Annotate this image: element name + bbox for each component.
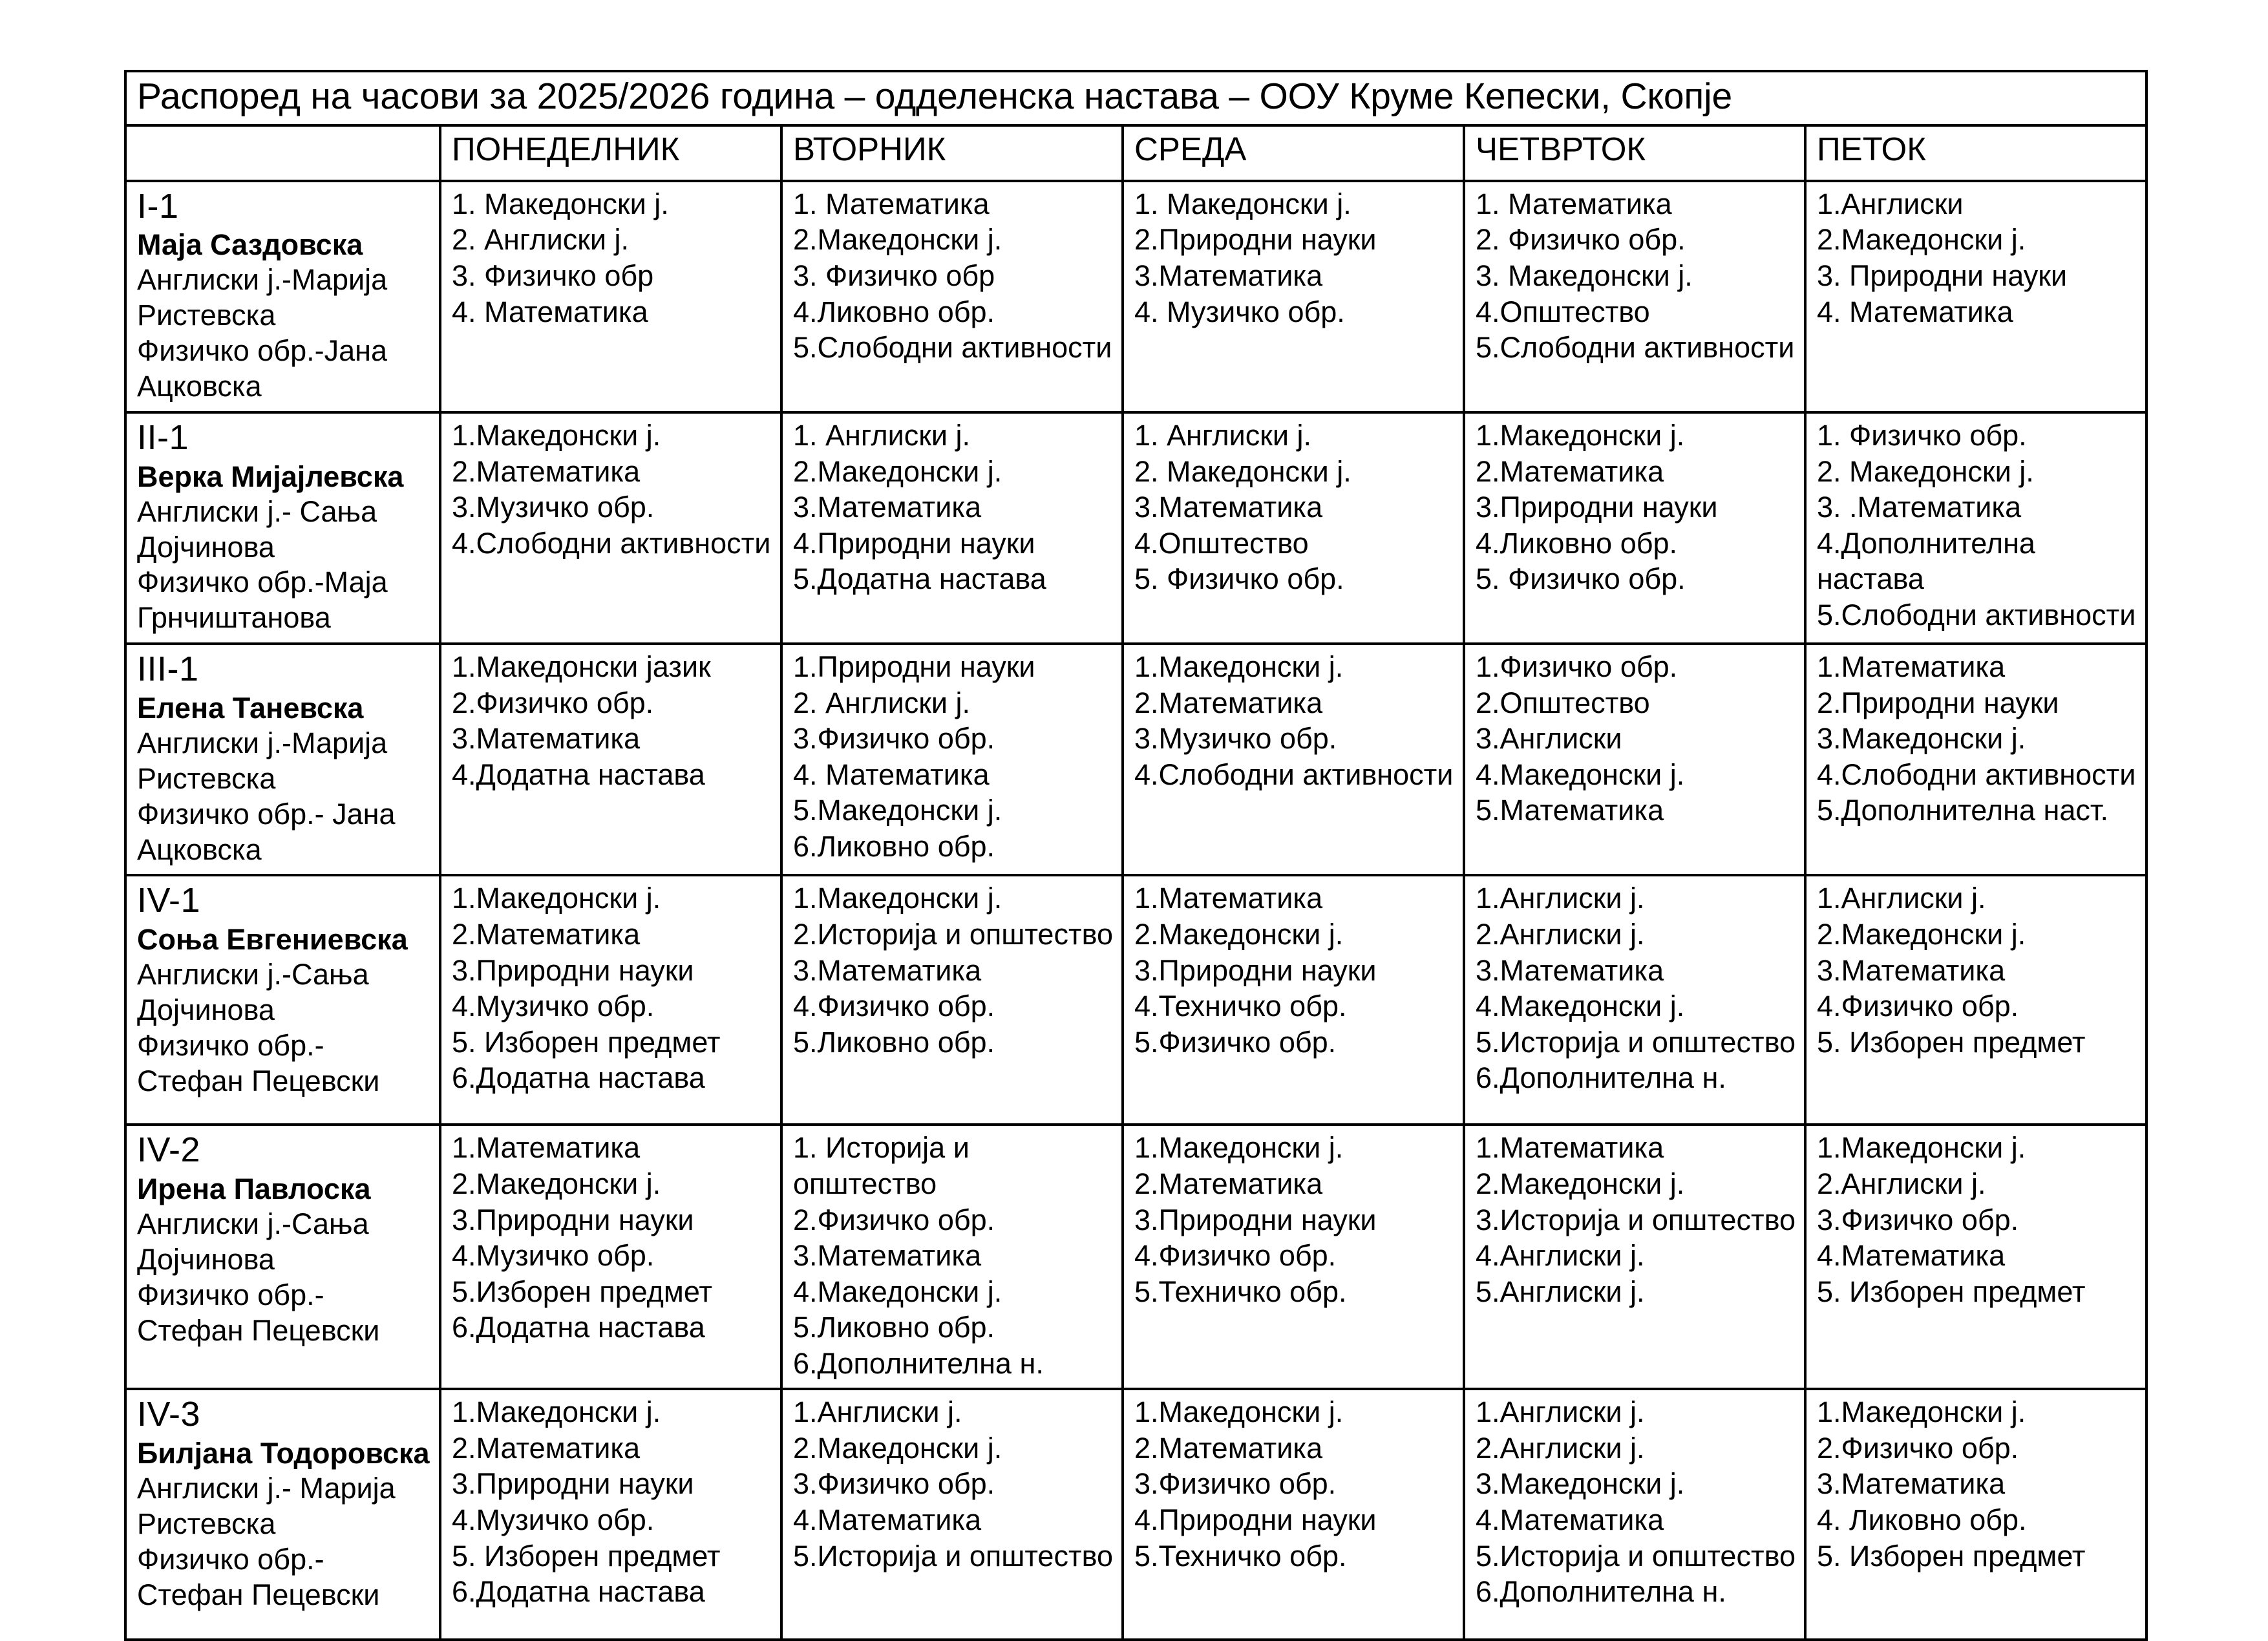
lesson-line: 5.Изборен предмет [452,1275,712,1308]
lesson-line: 3.Македонски ј. [1817,722,2026,756]
class-code: III-1 [137,650,199,689]
lesson-line: 4.Англиски ј. [1476,1239,1645,1273]
lesson-line: 3.Математика [793,953,982,987]
lesson-line: 1.Македонски ј. [1817,1131,2026,1165]
lesson-line: 4. Ликовно обр. [1817,1503,2027,1537]
day-header-monday: ПОНЕДЕЛНИК [440,125,781,181]
lesson-line: 3.Природни науки [1476,491,1718,524]
lesson-line: 6.Дополнителна н. [1476,1575,1726,1609]
subject-teacher-note: Англиски ј.- Сања Дојчинова [137,494,377,564]
lesson-line: 2.Математика [1476,454,1664,488]
subject-teacher-note: Физичко обр.- Стефан Пецевски [137,1542,380,1611]
lesson-line: 2.Математика [1134,1167,1323,1200]
lesson-cell-wednesday [1123,644,1464,875]
lesson-line: 3.Математика [793,1239,982,1273]
lesson-line: 2. Македонски ј. [1817,454,2034,488]
lesson-line: 4.Македонски ј. [1476,757,1685,791]
homeroom-teacher-name: Ирена Павлоска [137,1172,371,1206]
lesson-line: 5. Изборен предмет [452,1539,721,1572]
lesson-line: 4.Природни науки [1134,1503,1377,1537]
lesson-line: 1. Македонски ј. [1134,187,1351,220]
lesson-line: 3. .Математика [1817,491,2022,524]
lesson-line: 5. Изборен предмет [1817,1025,2086,1059]
lesson-line: 1.Математика [1476,1131,1664,1165]
lesson-line: 3.Математика [1817,953,2006,987]
class-code: IV-1 [137,881,201,920]
lesson-cell-tuesday [781,1125,1123,1389]
subject-teacher-note: Физичко обр.-Маја Грнчиштанова [137,566,388,635]
lesson-line: 2.Математика [1134,686,1323,719]
lesson-cell-thursday [1464,644,1805,875]
lesson-line: 1.Македонски ј. [793,882,1002,915]
lesson-line: 3.Физичко обр. [793,722,995,756]
lesson-line: 2.Македонски ј. [793,454,1002,488]
lesson-line: 3. Природни науки [1817,259,2068,292]
lesson-line: 1. Математика [793,187,990,220]
subject-teacher-note: Англиски ј.- Марија Ристевска [137,1471,396,1540]
lesson-line: 2.Математика [452,917,641,951]
class-code: I-1 [137,186,179,226]
subject-teacher-note: Физичко обр.- Стефан Пецевски [137,1278,380,1347]
lesson-line: 5.Техничко обр. [1134,1539,1347,1572]
lesson-line: 3.Физичко обр. [1134,1467,1337,1501]
lesson-line: 2.Природни науки [1817,686,2059,719]
lesson-line: 1.Англиски ј. [793,1395,962,1429]
lesson-line: 3.Природни науки [452,1467,694,1501]
lesson-cell-tuesday [781,875,1123,1125]
lesson-line: 3. Физичко обр [452,259,654,292]
lesson-line: 5.Додатна настава [793,562,1046,596]
schedule-table [124,70,2148,1641]
lesson-line: 2.Македонски ј. [793,1431,1002,1465]
lesson-line: 4.Македонски ј. [1476,990,1685,1023]
lesson-line: 2.Македонски ј. [1476,1167,1685,1200]
lesson-cell-thursday [1464,412,1805,644]
lesson-line: 4.Физичко обр. [1134,1239,1337,1273]
lesson-line: 5.Физичко обр. [1134,1025,1337,1059]
lesson-line: 4.Ликовно обр. [793,295,995,328]
lesson-line: 2.Македонски ј. [452,1167,661,1200]
lesson-line: 5.Историја и општество [793,1539,1113,1572]
homeroom-teacher-name: Билјана Тодоровска [137,1436,430,1470]
lesson-line: 3.Македонски ј. [1476,1467,1685,1501]
lesson-line: 1.Математика [1134,882,1323,915]
class-info-cell [125,412,440,644]
lesson-line: 4.Музичко обр. [452,990,655,1023]
class-info-cell [125,1389,440,1640]
class-code: II-1 [137,418,189,458]
lesson-line: 1.Македонски ј. [1476,419,1685,452]
lesson-line: 2. Физичко обр. [1476,223,1686,257]
subject-teacher-note: Физичко обр.- Стефан Пецевски [137,1028,380,1097]
lesson-line: 1.Математика [1817,650,2006,684]
lesson-line: 1.Англиски [1817,187,1964,220]
lesson-line: 6.Дополнителна н. [1476,1061,1726,1095]
day-header-friday: ПЕТОК [1805,125,2146,181]
lesson-line: 5. Физичко обр. [1476,562,1686,596]
lesson-line: 5.Ликовно обр. [793,1311,995,1344]
class-info-cell [125,644,440,875]
lesson-line: 4.Општество [1476,295,1650,328]
lesson-line: 2.Англиски ј. [1817,1167,1986,1200]
table-row [125,412,2146,644]
lesson-cell-thursday [1464,875,1805,1125]
lesson-cell-wednesday [1123,1125,1464,1389]
lesson-line: 1.Англиски ј. [1476,1395,1645,1429]
lesson-line: 3.Природни науки [452,1203,694,1236]
class-info-cell [125,181,440,412]
lesson-cell-friday [1805,1389,2146,1640]
day-header-tuesday: ВТОРНИК [781,125,1123,181]
subject-teacher-note: Физичко обр.- Јана Ацковска [137,797,396,866]
lesson-line: 1. Историја и општество [793,1131,970,1200]
lesson-line: 1.Македонски ј. [1817,1395,2026,1429]
lesson-line: 6.Ликовно обр. [793,830,995,863]
lesson-cell-thursday [1464,1389,1805,1640]
lesson-line: 5.Англиски ј. [1476,1275,1645,1308]
lesson-line: 4.Техничко обр. [1134,990,1347,1023]
lesson-line: 2.Македонски ј. [1817,917,2026,951]
lesson-line: 1.Македонски ј. [452,419,661,452]
lesson-line: 4.Додатна настава [452,757,705,791]
subject-teacher-note: Англиски ј.-Сања Дојчинова [137,958,369,1026]
lesson-cell-wednesday [1123,875,1464,1125]
homeroom-teacher-name: Соња Евгениевска [137,923,408,957]
lesson-line: 1. Математика [1476,187,1672,220]
lesson-line: 2.Математика [1134,1431,1323,1465]
class-info-cell [125,1125,440,1389]
lesson-line: 4. Математика [1817,295,2013,328]
table-row [125,1389,2146,1640]
lesson-line: 2.Македонски ј. [793,223,1002,257]
class-code: IV-3 [137,1395,201,1434]
lesson-cell-tuesday [781,644,1123,875]
day-header-wednesday: СРЕДА [1123,125,1464,181]
lesson-line: 3.Англиски [1476,722,1622,756]
lesson-line: 4. Математика [452,295,648,328]
lesson-line: 1. Англиски ј. [793,419,971,452]
lesson-line: 6.Додатна настава [452,1311,705,1344]
lesson-line: 1. Физичко обр. [1817,419,2027,452]
lesson-line: 4.Слободни активности [452,526,771,560]
lesson-line: 4.Природни науки [793,526,1035,560]
lesson-cell-monday [440,1389,781,1640]
lesson-cell-wednesday [1123,412,1464,644]
lesson-line: 1.Англиски ј. [1817,882,1986,915]
lesson-line: 5.Математика [1476,794,1664,827]
lesson-line: 5.Историја и општество [1476,1025,1796,1059]
lesson-line: 4.Ликовно обр. [1476,526,1678,560]
lesson-line: 4.Општество [1134,526,1309,560]
lesson-line: 2. Англиски ј. [793,686,971,719]
subject-teacher-note: Англиски ј.-Марија Ристевска [137,726,388,795]
lesson-line: 2.Физичко обр. [452,686,654,719]
lesson-line: 6.Додатна настава [452,1061,705,1095]
lesson-cell-tuesday [781,1389,1123,1640]
lesson-line: 4. Музичко обр. [1134,295,1345,328]
lesson-line: 5. Физичко обр. [1134,562,1344,596]
lesson-cell-monday [440,1125,781,1389]
lesson-cell-friday [1805,1125,2146,1389]
lesson-cell-wednesday [1123,181,1464,412]
homeroom-teacher-name: Верка Мијајлевска [137,460,404,493]
lesson-line: 4.Слободни активности [1817,757,2136,791]
lesson-line: 1.Македонски ј. [1134,1131,1344,1165]
lesson-line: 4.Музичко обр. [452,1239,655,1273]
lesson-line: 1.Македонски јазик [452,650,711,684]
lesson-line: 5.Македонски ј. [793,794,1002,827]
lesson-line: 3.Математика [793,491,982,524]
lesson-line: 2.Физичко обр. [793,1203,995,1236]
lesson-cell-friday [1805,644,2146,875]
lesson-cell-monday [440,412,781,644]
lesson-line: 2. Македонски ј. [1134,454,1351,488]
lesson-cell-wednesday [1123,1389,1464,1640]
table-row [125,875,2146,1125]
subject-teacher-note: Англиски ј.-Марија Ристевска [137,263,388,332]
lesson-line: 3.Математика [452,722,641,756]
lesson-line: 2.Македонски ј. [1817,223,2026,257]
lesson-line: 2.Физичко обр. [1817,1431,2019,1465]
lesson-line: 4.Математика [1817,1239,2006,1273]
lesson-line: 4. Математика [793,757,990,791]
lesson-line: 3.Природни науки [452,953,694,987]
lesson-line: 6.Додатна настава [452,1575,705,1609]
lesson-line: 3.Математика [1134,491,1323,524]
lesson-line: 1.Македонски ј. [452,882,661,915]
lesson-line: 4.Дополнителна настава [1817,526,2035,596]
lesson-line: 1.Природни науки [793,650,1035,684]
lesson-line: 3.Математика [1817,1467,2006,1501]
lesson-line: 3.Природни науки [1134,953,1377,987]
lesson-line: 1.Македонски ј. [1134,1395,1344,1429]
lesson-line: 2.Англиски ј. [1476,1431,1645,1465]
schedule-body [125,181,2146,1640]
table-row [125,181,2146,412]
lesson-line: 2.Природни науки [1134,223,1377,257]
subject-teacher-note: Физичко обр.-Јана Ацковска [137,334,388,403]
lesson-line: 6.Дополнителна н. [793,1346,1044,1380]
lesson-line: 5.Дополнителна наст. [1817,794,2108,827]
day-header-thursday: ЧЕТВРТОК [1464,125,1805,181]
lesson-line: 3.Математика [1134,259,1323,292]
lesson-cell-friday [1805,412,2146,644]
lesson-cell-tuesday [781,181,1123,412]
lesson-line: 5. Изборен предмет [452,1025,721,1059]
lesson-line: 3.Историја и општество [1476,1203,1796,1236]
lesson-line: 1. Македонски ј. [452,187,669,220]
lesson-cell-monday [440,875,781,1125]
lesson-line: 1.Македонски ј. [452,1395,661,1429]
lesson-cell-monday [440,181,781,412]
lesson-line: 5. Изборен предмет [1817,1275,2086,1308]
lesson-line: 4.Слободни активности [1134,757,1454,791]
lesson-line: 3.Музичко обр. [1134,722,1337,756]
lesson-line: 1.Физичко обр. [1476,650,1678,684]
lesson-line: 1.Македонски ј. [1134,650,1344,684]
lesson-cell-friday [1805,181,2146,412]
class-info-cell [125,875,440,1125]
homeroom-teacher-name: Елена Таневска [137,691,364,725]
lesson-cell-tuesday [781,412,1123,644]
title-row [125,71,2146,125]
lesson-line: 3.Музичко обр. [452,491,655,524]
lesson-line: 3.Математика [1476,953,1664,987]
corner-cell [125,125,440,181]
lesson-line: 1.Математика [452,1131,641,1165]
lesson-line: 4.Математика [1476,1503,1664,1537]
lesson-line: 5.Ликовно обр. [793,1025,995,1059]
lesson-line: 5.Техничко обр. [1134,1275,1347,1308]
lesson-line: 3. Физичко обр [793,259,995,292]
lesson-cell-monday [440,644,781,875]
lesson-line: 1.Англиски ј. [1476,882,1645,915]
lesson-line: 4.Физичко обр. [793,990,995,1023]
table-row [125,644,2146,875]
lesson-line: 2. Англиски ј. [452,223,630,257]
subject-teacher-note: Англиски ј.-Сања Дојчинова [137,1207,369,1276]
lesson-line: 2.Општество [1476,686,1650,719]
lesson-line: 5.Слободни активности [793,331,1112,365]
lesson-line: 5.Историја и општество [1476,1539,1796,1572]
lesson-cell-thursday [1464,181,1805,412]
lesson-line: 5.Слободни активности [1817,598,2136,631]
lesson-line: 3.Природни науки [1134,1203,1377,1236]
page-title: Распоред на часови за 2025/2026 година – одделенска настава – ООУ Круме Кепески, Скопје [125,71,2146,125]
lesson-cell-thursday [1464,1125,1805,1389]
lesson-line: 4.Македонски ј. [793,1275,1002,1308]
lesson-line: 2.Математика [452,454,641,488]
lesson-line: 1. Англиски ј. [1134,419,1312,452]
lesson-line: 4.Математика [793,1503,982,1537]
lesson-line: 4.Музичко обр. [452,1503,655,1537]
lesson-line: 2.Историја и општество [793,917,1113,951]
lesson-line: 3. Македонски ј. [1476,259,1693,292]
lesson-line: 4.Физичко обр. [1817,990,2019,1023]
lesson-line: 3.Физичко обр. [1817,1203,2019,1236]
lesson-line: 2.Македонски ј. [1134,917,1344,951]
lesson-line: 2.Математика [452,1431,641,1465]
lesson-line: 5. Изборен предмет [1817,1539,2086,1572]
lesson-line: 3.Физичко обр. [793,1467,995,1501]
homeroom-teacher-name: Маја Саздовска [137,228,363,262]
table-row [125,1125,2146,1389]
lesson-line: 2.Англиски ј. [1476,917,1645,951]
lesson-line: 5.Слободни активности [1476,331,1795,365]
class-code: IV-2 [137,1130,201,1170]
lesson-cell-friday [1805,875,2146,1125]
day-header-row [125,125,2146,181]
